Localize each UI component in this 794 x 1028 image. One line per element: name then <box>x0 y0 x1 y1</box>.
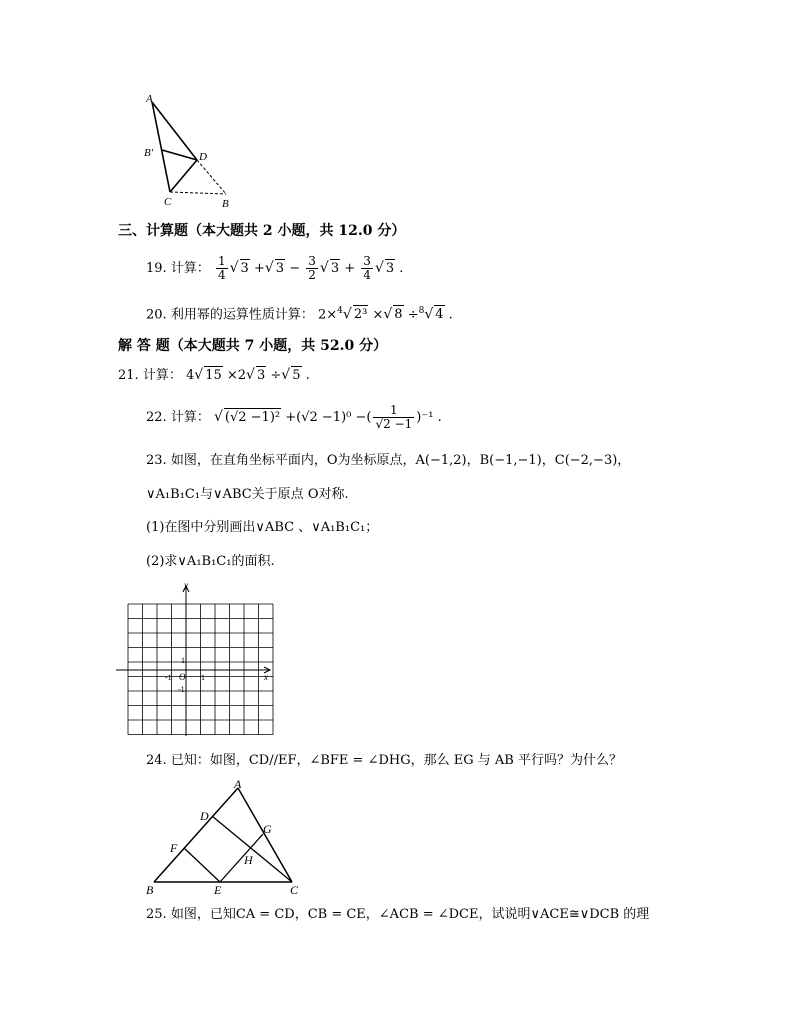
tick-y-1: 1 <box>181 656 185 665</box>
fig2-label-h: H <box>244 853 253 867</box>
label-d: D <box>199 151 207 163</box>
figure-triangle-abc <box>140 778 310 898</box>
fig2-label-e: E <box>214 883 222 897</box>
question-23-line1: 23. 如图，在直角坐标平面内，O为坐标原点，A(−1,2)，B(−1,−1)，C(−2,−3)， <box>146 453 631 468</box>
origin-label: O <box>179 672 186 682</box>
question-24: 24. 已知：如图，CD//EF，∠BFE = ∠DHG，那么 EG 与 AB 平行吗？为什么？ <box>146 753 622 768</box>
question-23-line2: ∨A₁B₁C₁与∨ABC关于原点 O对称. <box>146 487 349 502</box>
question-25: 25. 如图，已知CA = CD，CB = CE，∠ACB = ∠DCE，试说明∨ACE≅∨DCB 的理 <box>146 907 650 922</box>
section-title-solve: 解 答 题（本大题共 7 小题，共 52.0 分） <box>118 338 388 354</box>
fig2-label-c: C <box>290 883 299 897</box>
label-a: A <box>146 93 153 105</box>
question-22: 22. 计算： √ (√2 −1)² +(√2 −1)⁰ −( $\frac{1}{√2 -1}$ )⁻¹ . <box>146 403 442 431</box>
tick-x-1: 1 <box>201 673 205 682</box>
label-b-prime: B′ <box>144 147 154 159</box>
tick-x-neg1: -1 <box>165 673 172 682</box>
question-23-line4: (2)求∨A₁B₁C₁的面积. <box>146 554 275 569</box>
question-21: 21. 计算： 4√ 15 ×2√ 3 ÷√ 5 . <box>118 367 310 383</box>
fig2-label-a: A <box>234 778 242 791</box>
fig2-label-f: F <box>170 841 178 855</box>
axis-y-label: y <box>184 580 188 590</box>
coordinate-grid <box>110 578 280 748</box>
fig2-label-b: B <box>146 883 154 897</box>
fig2-label-g: G <box>263 822 272 836</box>
question-20: 20. 利用幂的运算性质计算： 2×$^4$√ 2³ ×√ 8 ÷$^8$√ 4 . <box>146 306 453 323</box>
figure-triangle-abdc <box>140 90 250 210</box>
axis-x-label: x <box>264 672 268 682</box>
fig2-label-d: D <box>200 809 209 823</box>
label-b: B <box>222 198 229 210</box>
question-19: 19. 计算： $\frac{1}{4}$ √ 3 +√ 3 − $\frac{3}{2}$ √ 3 + $\frac{3}{4}$ √ 3 . <box>146 254 404 282</box>
label-c: C <box>164 196 172 208</box>
tick-y-neg1: -1 <box>178 685 185 694</box>
question-23-line3: (1)在图中分别画出∨ABC 、∨A₁B₁C₁； <box>146 520 379 535</box>
section-title-calc: 三、计算题（本大题共 2 小题，共 12.0 分） <box>118 223 406 239</box>
